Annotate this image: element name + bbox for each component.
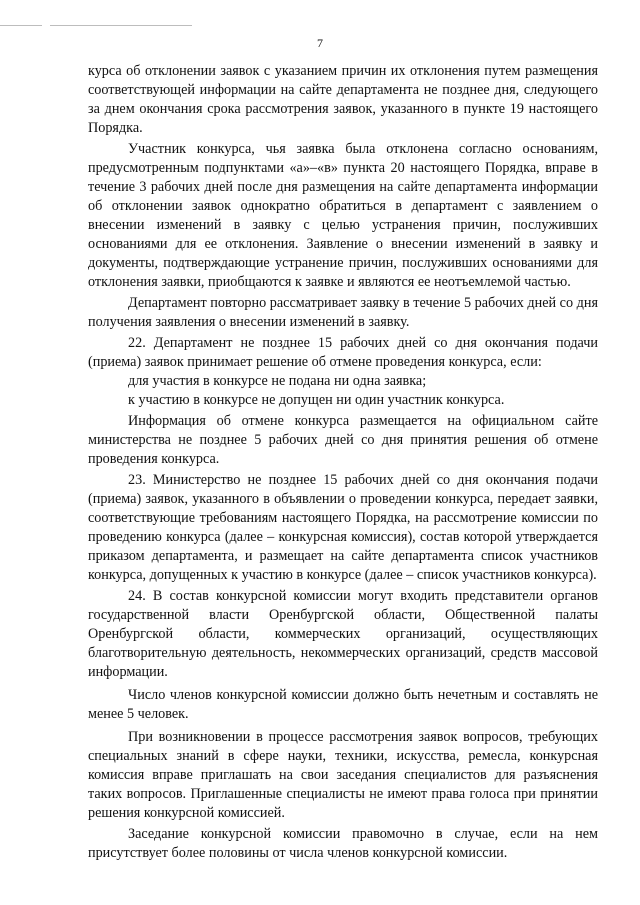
paragraph-cancellation-info: Информация об отмене конкурса размещается на официальном сайте министерства не позднее 5 рабочих дней со дня принятия решения об отмене проведения конкурса.: [88, 413, 598, 467]
paragraph-item-23: 23. Министерство не позднее 15 рабочих дней со дня окончания подачи (приема) заявок, указанного в объявлении о проведении конкурса, передает заявки, соответствующие требованиям настоящего Порядка, на рассмотрение комиссии по проведению конкурса (далее – конкурсная комиссия), состав которой утверждается приказом департамента, и размещает на сайте департамента список участников конкурса, допущенных к участию в конкурсе (далее – список участников конкурса).: [88, 472, 598, 583]
paragraph-item-22-case-1: для участия в конкурсе не подана ни одна заявка;: [128, 373, 427, 389]
paragraph-commission-size: Число членов конкурсной комиссии должно быть нечетным и составлять не менее 5 человек.: [88, 687, 598, 722]
paragraph-item-22: 22. Департамент не позднее 15 рабочих дней со дня окончания подачи (приема) заявок принимает решение об отмене проведения конкурса, если:: [88, 335, 598, 370]
paragraph-specialists: При возникновении в процессе рассмотрения заявок вопросов, требующих специальных знаний в сфере науки, техники, искусства, ремесла, конкурсная комиссия вправе приглашать на свои заседания специалистов для разъяснения таких вопросов. Приглашенные специалисты не имеют права голоса при принятии решения конкурсной комиссией.: [88, 729, 598, 821]
top-rule-right: [50, 25, 192, 26]
paragraph-repeat-review: Департамент повторно рассматривает заявку в течение 5 рабочих дней со дня получения заявления о внесении изменений в заявку.: [88, 295, 598, 330]
top-rule-left: [0, 25, 42, 26]
paragraph-continuation: курса об отклонении заявок с указанием причин их отклонения путем размещения соответствующей информации на сайте департамента не позднее дня, следующего за днем окончания срока рассмотрения заявок, указанного в пункте 19 настоящего Порядка.: [88, 63, 598, 136]
paragraph-participant-rejected: Участник конкурса, чья заявка была отклонена согласно основаниям, предусмотренным подпунктами «а»–«в» пункта 20 настоящего Порядка, вправе в течение 3 рабочих дней после дня размещения на сайте департамента информации об отклонении заявок однократно обратиться в департамент с заявлением о внесении изменений в заявку с целью устранения причин, послуживших основаниями для ее отклонения. Заявление о внесении изменений в заявку и документы, подтверждающие устранение причин, послуживших основаниями для отклонения заявки, приобщаются к заявке и являются ее неотъемлемой частью.: [88, 141, 598, 290]
paragraph-item-22-case-2: к участию в конкурсе не допущен ни один участник конкурса.: [128, 392, 505, 408]
paragraph-quorum: Заседание конкурсной комиссии правомочно в случае, если на нем присутствует более половины от числа членов конкурсной комиссии.: [88, 826, 598, 861]
page-number: 7: [317, 36, 323, 50]
document-body: [88, 62, 598, 863]
paragraph-item-24: 24. В состав конкурсной комиссии могут входить представители органов государственной власти Оренбургской области, Общественной палаты Оренбургской области, коммерческих организаций, осуществляющих благотворительную деятельность, некоммерческих организаций, средств массовой информации.: [88, 588, 598, 680]
